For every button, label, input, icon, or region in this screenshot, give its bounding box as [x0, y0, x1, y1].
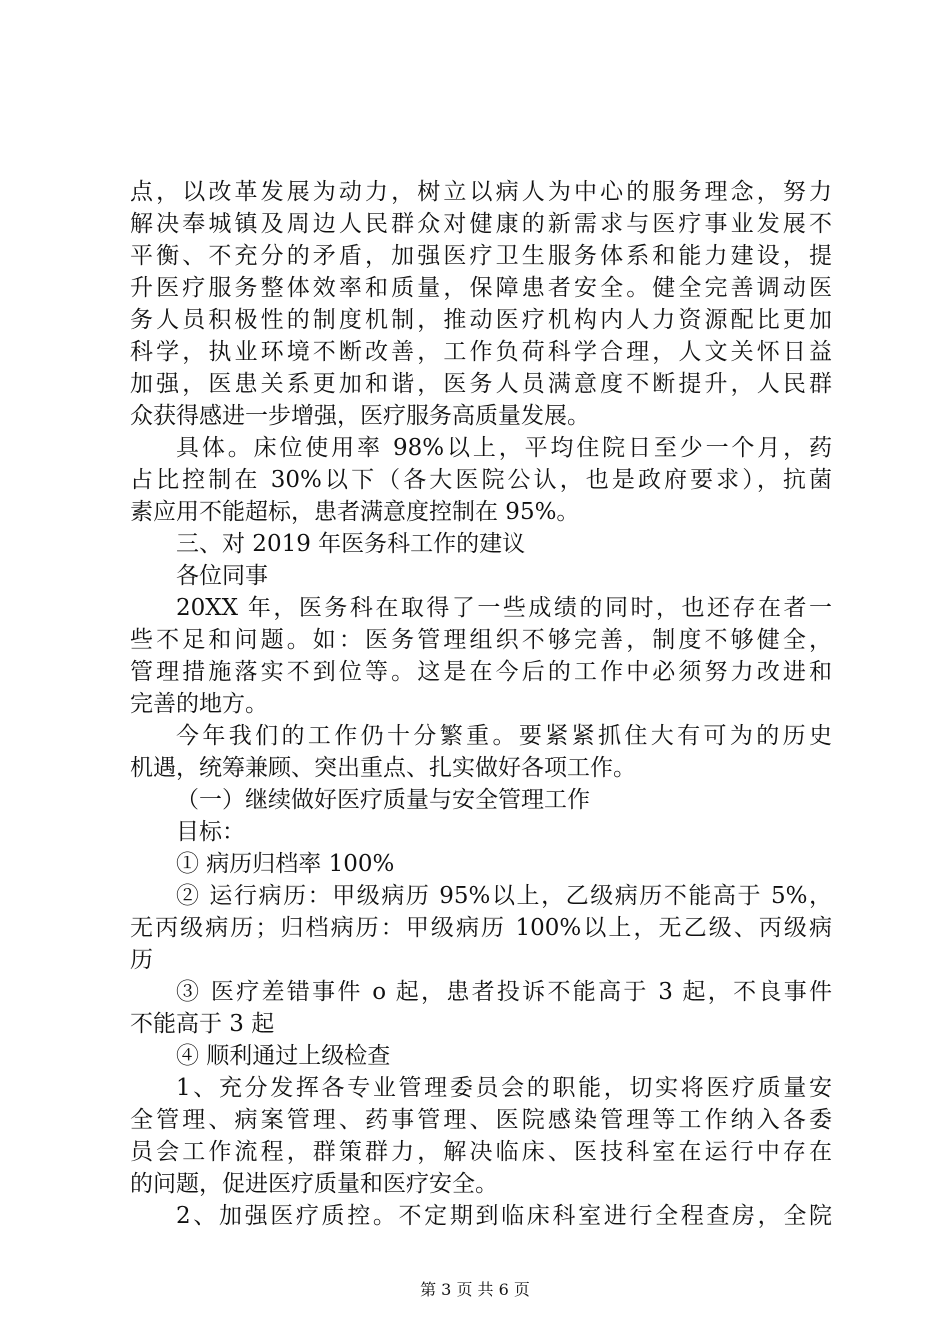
text-line: 平衡、不充分的矛盾，加强医疗卫生服务体系和能力建设，提 — [130, 243, 832, 269]
text-line: 加强，医患关系更加和谐，医务人员满意度不断提升，人民群 — [130, 371, 832, 397]
text-line: 无丙级病历；归档病历：甲级病历 100%以上，无乙级、丙级病 — [130, 915, 832, 941]
text-line: 具体。床位使用率 98%以上，平均住院日至少一个月，药 — [176, 435, 832, 461]
text-line: 机遇，统筹兼顾、突出重点、扎实做好各项工作。 — [130, 755, 636, 781]
text-line: 管理措施落实不到位等。这是在今后的工作中必须努力改进和 — [130, 659, 832, 685]
text-line: 1、充分发挥各专业管理委员会的职能，切实将医疗质量安 — [176, 1075, 832, 1101]
text-line: 素应用不能超标，患者满意度控制在 95%。 — [130, 499, 580, 525]
text-line: 科学，执业环境不断改善，工作负荷科学合理，人文关怀日益 — [130, 339, 832, 365]
text-line: 三、对 2019 年医务科工作的建议 — [176, 531, 526, 557]
text-line: 历 — [130, 947, 153, 973]
text-line: 2、加强医疗质控。不定期到临床科室进行全程查房，全院 — [176, 1203, 832, 1229]
page-number-label: 第 3 页 共 6 页 — [420, 1280, 530, 1299]
text-line: 务人员积极性的制度机制，推动医疗机构内人力资源配比更加 — [130, 307, 832, 333]
text-line: 全管理、病案管理、药事管理、医院感染管理等工作纳入各委 — [130, 1107, 832, 1133]
text-line: 今年我们的工作仍十分繁重。要紧紧抓住大有可为的历史 — [176, 723, 832, 749]
text-line: 众获得感进一步增强，医疗服务高质量发展。 — [130, 403, 590, 429]
text-line: 各位同事 — [176, 563, 268, 589]
text-line: 点，以改革发展为动力，树立以病人为中心的服务理念，努力 — [130, 179, 832, 205]
text-line: 解决奉城镇及周边人民群众对健康的新需求与医疗事业发展不 — [130, 211, 832, 237]
text-line: 升医疗服务整体效率和质量，保障患者安全。健全完善调动医 — [130, 275, 832, 301]
text-line: ④ 顺利通过上级检查 — [176, 1043, 391, 1069]
text-line: 不能高于 3 起 — [130, 1011, 275, 1037]
text-line: 完善的地方。 — [130, 691, 268, 717]
text-line: ③ 医疗差错事件 o 起，患者投诉不能高于 3 起，不良事件 — [176, 979, 832, 1005]
text-line: 些不足和问题。如：医务管理组织不够完善，制度不够健全， — [130, 627, 832, 653]
text-line: 20XX 年，医务科在取得了一些成绩的同时，也还存在者一 — [176, 595, 832, 621]
text-line: 目标： — [176, 819, 245, 845]
document-body — [130, 176, 832, 1232]
text-line: 的问题，促进医疗质量和医疗安全。 — [130, 1171, 498, 1197]
text-line: （一）继续做好医疗质量与安全管理工作 — [176, 787, 590, 813]
page-footer — [0, 1280, 950, 1300]
text-line: 占比控制在 30%以下（各大医院公认，也是政府要求），抗菌 — [130, 467, 832, 493]
text-line: 员会工作流程，群策群力，解决临床、医技科室在运行中存在 — [130, 1139, 832, 1165]
text-line: ② 运行病历：甲级病历 95%以上，乙级病历不能高于 5%， — [176, 883, 832, 909]
text-line: ① 病历归档率 100% — [176, 851, 395, 877]
